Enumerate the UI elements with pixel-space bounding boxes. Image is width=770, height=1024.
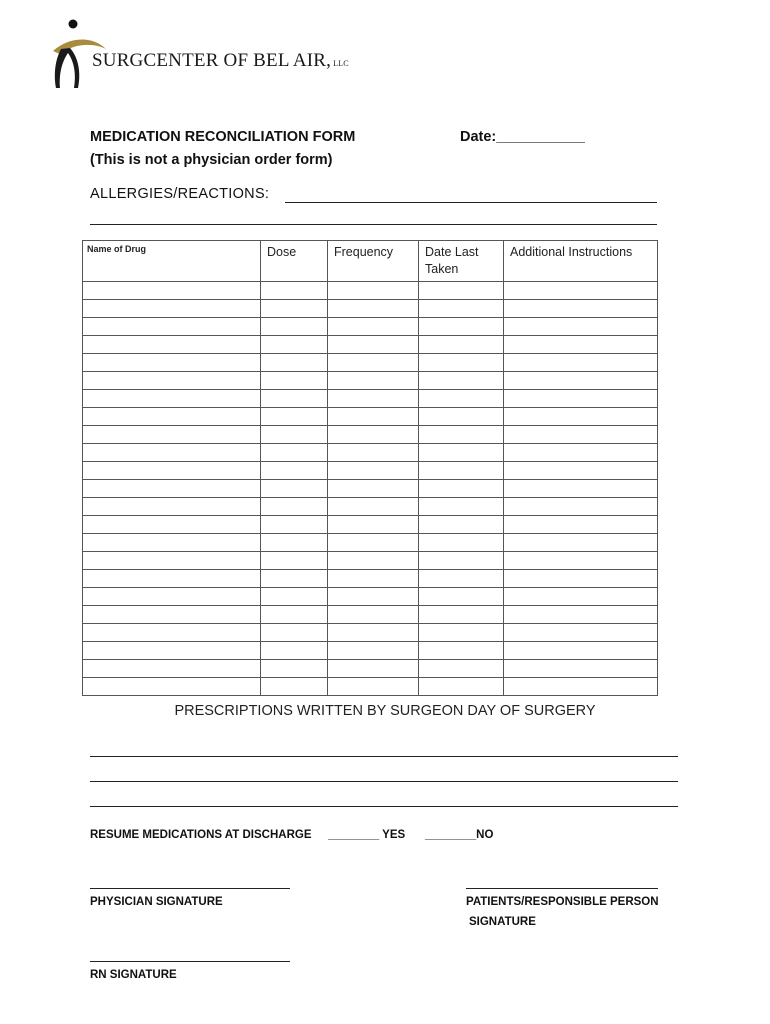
logo-text — [92, 50, 349, 72]
cell-additional-instructions[interactable] — [504, 606, 658, 624]
cell-date-last-taken[interactable] — [419, 300, 504, 318]
cell-additional-instructions[interactable] — [504, 300, 658, 318]
patient-signature-label-2: SIGNATURE — [469, 916, 536, 928]
cell-date-last-taken[interactable] — [419, 552, 504, 570]
cell-dose[interactable] — [261, 642, 328, 660]
cell-additional-instructions[interactable] — [504, 444, 658, 462]
date-field[interactable]: Date:___________ — [460, 129, 585, 145]
cell-dose[interactable] — [261, 516, 328, 534]
cell-dose[interactable] — [261, 660, 328, 678]
cell-date-last-taken[interactable] — [419, 642, 504, 660]
table-row — [83, 624, 658, 642]
resume-yes-field[interactable]: ________ YES — [328, 829, 406, 841]
cell-dose[interactable] — [261, 444, 328, 462]
logo-name: SURGCENTER OF BEL AIR, — [92, 50, 332, 71]
cell-date-last-taken[interactable] — [419, 678, 504, 696]
cell-dose[interactable] — [261, 390, 328, 408]
cell-name[interactable] — [83, 336, 261, 354]
cell-frequency[interactable] — [328, 444, 419, 462]
logo-suffix: LLC — [333, 59, 349, 68]
cell-date-last-taken[interactable] — [419, 318, 504, 336]
cell-date-last-taken[interactable] — [419, 372, 504, 390]
cell-name[interactable] — [83, 660, 261, 678]
cell-dose[interactable] — [261, 282, 328, 300]
table-row — [83, 588, 658, 606]
cell-name[interactable] — [83, 480, 261, 498]
table-row — [83, 372, 658, 390]
cell-date-last-taken[interactable] — [419, 354, 504, 372]
cell-date-last-taken[interactable] — [419, 660, 504, 678]
medication-table — [82, 240, 658, 696]
cell-frequency[interactable] — [328, 552, 419, 570]
col-header-name: Name of Drug — [83, 241, 261, 282]
resume-no-field[interactable]: ________NO — [425, 829, 494, 841]
cell-dose[interactable] — [261, 300, 328, 318]
cell-frequency[interactable] — [328, 624, 419, 642]
cell-name[interactable] — [83, 642, 261, 660]
cell-dose[interactable] — [261, 480, 328, 498]
physician-signature-line[interactable] — [90, 888, 290, 889]
cell-frequency[interactable] — [328, 318, 419, 336]
table-row — [83, 678, 658, 696]
table-row — [83, 354, 658, 372]
table-row — [83, 606, 658, 624]
cell-frequency[interactable] — [328, 660, 419, 678]
cell-dose[interactable] — [261, 534, 328, 552]
cell-name[interactable] — [83, 372, 261, 390]
cell-additional-instructions[interactable] — [504, 516, 658, 534]
cell-frequency[interactable] — [328, 498, 419, 516]
cell-name[interactable] — [83, 408, 261, 426]
medication-table-body — [83, 282, 658, 696]
table-row — [83, 552, 658, 570]
cell-additional-instructions[interactable] — [504, 336, 658, 354]
col-header-frequency: Frequency — [328, 241, 419, 282]
prescription-line-2[interactable] — [90, 781, 678, 782]
cell-dose[interactable] — [261, 498, 328, 516]
cell-dose[interactable] — [261, 336, 328, 354]
cell-name[interactable] — [83, 516, 261, 534]
cell-dose[interactable] — [261, 318, 328, 336]
col-header-additional-instructions: Additional Instructions — [504, 241, 658, 282]
cell-dose[interactable] — [261, 606, 328, 624]
rn-signature-label: RN SIGNATURE — [90, 969, 177, 981]
cell-additional-instructions[interactable] — [504, 372, 658, 390]
cell-frequency[interactable] — [328, 678, 419, 696]
cell-dose[interactable] — [261, 624, 328, 642]
cell-frequency[interactable] — [328, 480, 419, 498]
cell-frequency[interactable] — [328, 300, 419, 318]
table-row — [83, 516, 658, 534]
cell-name[interactable] — [83, 606, 261, 624]
cell-name[interactable] — [83, 354, 261, 372]
table-row — [83, 336, 658, 354]
cell-name[interactable] — [83, 390, 261, 408]
cell-date-last-taken[interactable] — [419, 390, 504, 408]
table-row — [83, 660, 658, 678]
cell-frequency[interactable] — [328, 588, 419, 606]
cell-name[interactable] — [83, 570, 261, 588]
table-row — [83, 282, 658, 300]
cell-dose[interactable] — [261, 552, 328, 570]
table-row — [83, 462, 658, 480]
col-header-dose: Dose — [261, 241, 328, 282]
cell-additional-instructions[interactable] — [504, 462, 658, 480]
table-row — [83, 426, 658, 444]
cell-additional-instructions[interactable] — [504, 408, 658, 426]
cell-date-last-taken[interactable] — [419, 570, 504, 588]
cell-frequency[interactable] — [328, 516, 419, 534]
cell-additional-instructions[interactable] — [504, 552, 658, 570]
cell-frequency[interactable] — [328, 408, 419, 426]
cell-name[interactable] — [83, 282, 261, 300]
cell-date-last-taken[interactable] — [419, 426, 504, 444]
table-row — [83, 390, 658, 408]
cell-frequency[interactable] — [328, 390, 419, 408]
cell-name[interactable] — [83, 462, 261, 480]
cell-additional-instructions[interactable] — [504, 354, 658, 372]
prescription-line-1[interactable] — [90, 756, 678, 757]
allergies-label: ALLERGIES/REACTIONS: — [90, 186, 270, 202]
cell-frequency[interactable] — [328, 606, 419, 624]
rn-signature-line[interactable] — [90, 961, 290, 962]
cell-date-last-taken[interactable] — [419, 480, 504, 498]
cell-frequency[interactable] — [328, 372, 419, 390]
cell-additional-instructions[interactable] — [504, 480, 658, 498]
cell-date-last-taken[interactable] — [419, 624, 504, 642]
cell-frequency[interactable] — [328, 462, 419, 480]
cell-frequency[interactable] — [328, 426, 419, 444]
cell-dose[interactable] — [261, 426, 328, 444]
cell-additional-instructions[interactable] — [504, 534, 658, 552]
cell-date-last-taken[interactable] — [419, 462, 504, 480]
cell-frequency[interactable] — [328, 642, 419, 660]
cell-frequency[interactable] — [328, 570, 419, 588]
cell-additional-instructions[interactable] — [504, 498, 658, 516]
cell-additional-instructions[interactable] — [504, 318, 658, 336]
table-row — [83, 300, 658, 318]
resume-medications-label: RESUME MEDICATIONS AT DISCHARGE — [90, 829, 312, 841]
form-title: MEDICATION RECONCILIATION FORM — [90, 129, 356, 145]
cell-date-last-taken[interactable] — [419, 336, 504, 354]
cell-additional-instructions[interactable] — [504, 570, 658, 588]
table-row — [83, 534, 658, 552]
table-row — [83, 444, 658, 462]
table-row — [83, 642, 658, 660]
cell-date-last-taken[interactable] — [419, 498, 504, 516]
cell-name[interactable] — [83, 678, 261, 696]
col-header-date-last-taken: Date Last Taken — [419, 241, 504, 282]
cell-additional-instructions[interactable] — [504, 282, 658, 300]
cell-dose[interactable] — [261, 354, 328, 372]
cell-name[interactable] — [83, 426, 261, 444]
cell-dose[interactable] — [261, 372, 328, 390]
cell-frequency[interactable] — [328, 336, 419, 354]
cell-frequency[interactable] — [328, 282, 419, 300]
cell-frequency[interactable] — [328, 354, 419, 372]
cell-frequency[interactable] — [328, 534, 419, 552]
cell-additional-instructions[interactable] — [504, 426, 658, 444]
cell-date-last-taken[interactable] — [419, 588, 504, 606]
cell-name[interactable] — [83, 318, 261, 336]
table-row — [83, 498, 658, 516]
cell-dose[interactable] — [261, 462, 328, 480]
cell-name[interactable] — [83, 498, 261, 516]
physician-signature-label: PHYSICIAN SIGNATURE — [90, 896, 223, 908]
cell-name[interactable] — [83, 624, 261, 642]
table-row — [83, 408, 658, 426]
cell-name[interactable] — [83, 588, 261, 606]
cell-name[interactable] — [83, 444, 261, 462]
cell-additional-instructions[interactable] — [504, 678, 658, 696]
cell-date-last-taken[interactable] — [419, 534, 504, 552]
cell-dose[interactable] — [261, 570, 328, 588]
cell-dose[interactable] — [261, 678, 328, 696]
table-row — [83, 480, 658, 498]
table-row — [83, 318, 658, 336]
table-header-row — [83, 241, 658, 282]
prescription-line-3[interactable] — [90, 806, 678, 807]
cell-date-last-taken[interactable] — [419, 408, 504, 426]
cell-dose[interactable] — [261, 588, 328, 606]
cell-dose[interactable] — [261, 408, 328, 426]
cell-additional-instructions[interactable] — [504, 588, 658, 606]
patient-signature-label-1: PATIENTS/RESPONSIBLE PERSON — [466, 896, 659, 908]
table-row — [83, 570, 658, 588]
cell-additional-instructions[interactable] — [504, 624, 658, 642]
cell-additional-instructions[interactable] — [504, 660, 658, 678]
cell-date-last-taken[interactable] — [419, 516, 504, 534]
cell-name[interactable] — [83, 534, 261, 552]
cell-name[interactable] — [83, 552, 261, 570]
prescriptions-heading: PRESCRIPTIONS WRITTEN BY SURGEON DAY OF SURGERY — [174, 703, 596, 719]
cell-date-last-taken[interactable] — [419, 282, 504, 300]
cell-date-last-taken[interactable] — [419, 606, 504, 624]
cell-additional-instructions[interactable] — [504, 642, 658, 660]
allergies-line-2[interactable] — [90, 224, 657, 225]
patient-signature-line[interactable] — [466, 888, 658, 889]
cell-date-last-taken[interactable] — [419, 444, 504, 462]
allergies-line-1[interactable] — [285, 202, 657, 203]
form-subtitle: (This is not a physician order form) — [90, 152, 333, 168]
cell-additional-instructions[interactable] — [504, 390, 658, 408]
cell-name[interactable] — [83, 300, 261, 318]
